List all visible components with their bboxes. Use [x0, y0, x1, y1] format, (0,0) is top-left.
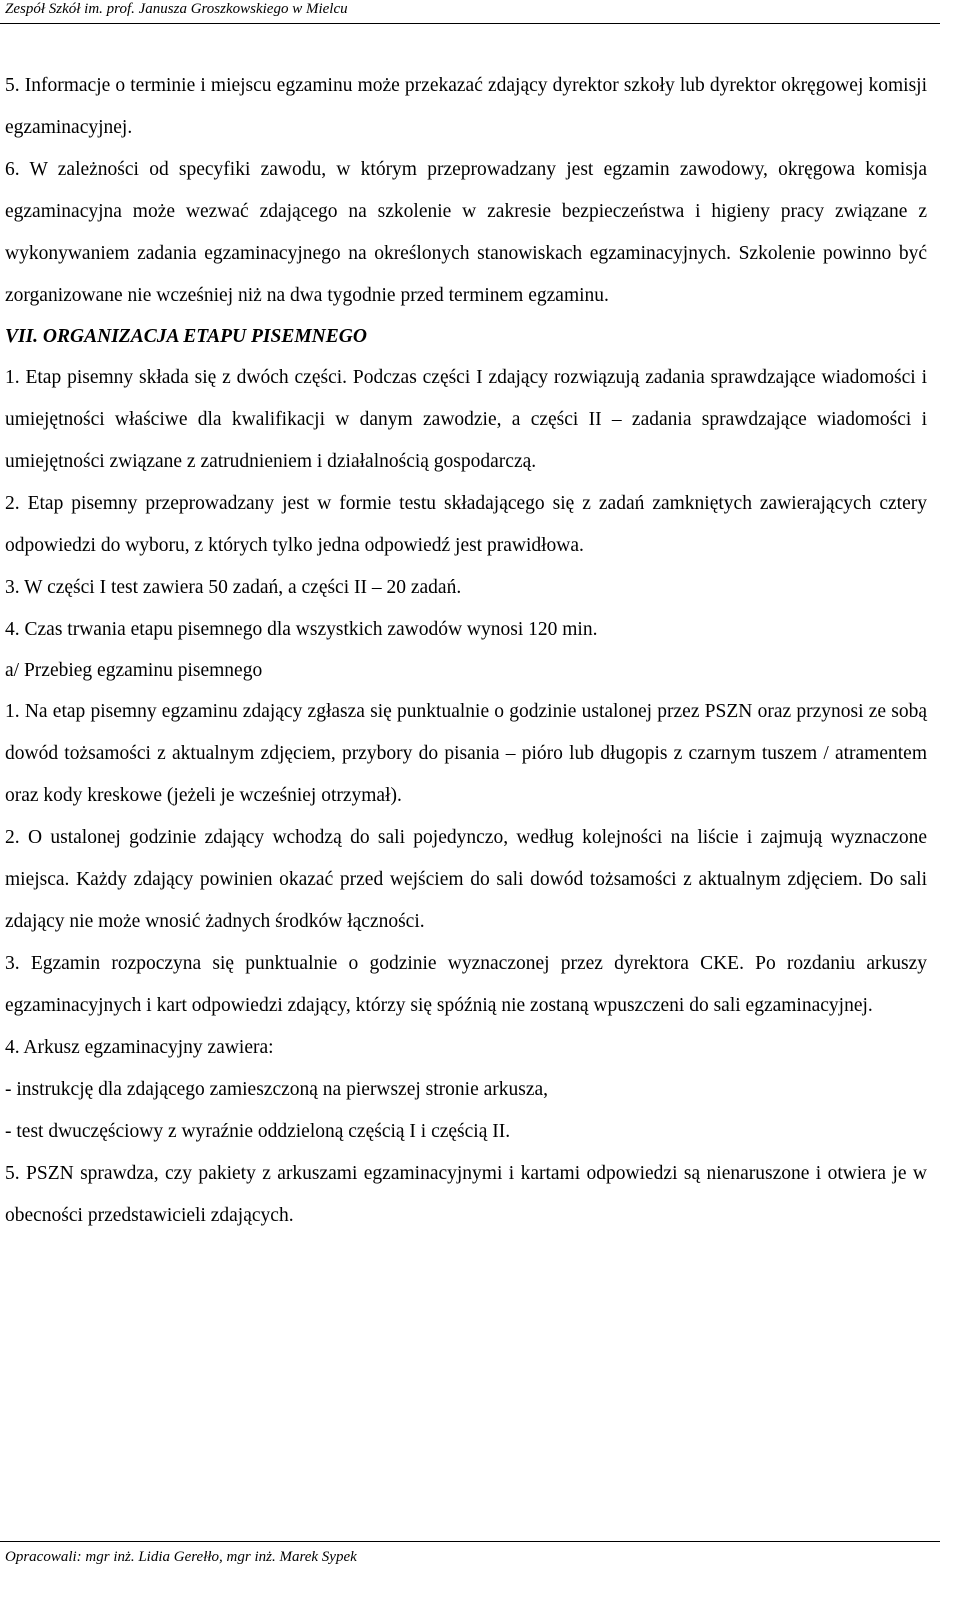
- page-footer: Opracowali: mgr inż. Lidia Gerełło, mgr inż. Marek Sypek: [5, 1549, 357, 1565]
- paragraph-package-check: 5. PSZN sprawdza, czy pakiety z arkuszami egzaminacyjnymi i kartami odpowiedzi są nienaruszone i otwiera je w obecności przedstawicieli zdających.: [5, 1163, 927, 1226]
- footer-divider: [0, 1541, 940, 1542]
- subheading-written-course: a/ Przebieg egzaminu pisemnego: [5, 660, 263, 681]
- list-item-test: - test dwuczęściowy z wyraźnie oddzieloną częścią I i częścią II.: [5, 1121, 511, 1142]
- document-body: [5, 65, 927, 1237]
- page-header: Zespół Szkół im. prof. Janusza Groszkowskiego w Mielcu: [5, 1, 348, 17]
- header-divider: [0, 23, 940, 24]
- paragraph-test-form: 2. Etap pisemny przeprowadzany jest w formie testu składającego się z zadań zamkniętych zawierających cztery odpowiedzi do wyboru, z których tylko jedna odpowiedź jest prawidłowa.: [5, 493, 927, 556]
- section-heading-vii: VII. ORGANIZACJA ETAPU PISEMNEGO: [5, 326, 367, 347]
- paragraph-duration: 4. Czas trwania etapu pisemnego dla wszystkich zawodów wynosi 120 min.: [5, 619, 598, 640]
- paragraph-task-count: 3. W części I test zawiera 50 zadań, a części II – 20 zadań.: [5, 577, 462, 598]
- paragraph-5-exam-info: 5. Informacje o terminie i miejscu egzaminu może przekazać zdający dyrektor szkoły lub dyrektor okręgowej komisji egzaminacyjnej.: [5, 75, 927, 138]
- paragraph-entering-room: 2. O ustalonej godzinie zdający wchodzą do sali pojedynczo, według kolejności na liście i zajmują wyznaczone miejsca. Każdy zdający powinien okazać przed wejściem do sali dowód tożsamości z aktualnym zdjęciem. Do sali zdający nie może wnosić żadnych środków łączności.: [5, 827, 927, 932]
- paragraph-written-parts: 1. Etap pisemny składa się z dwóch części. Podczas części I zdający rozwiązują zadania sprawdzające wiadomości i umiejętności właściwe dla kwalifikacji w danym zawodzie, a części II – zadania sprawdzające wiadomości i umiejętności związane z zatrudnieniem i działalnością gospodarczą.: [5, 367, 927, 472]
- paragraph-exam-start: 3. Egzamin rozpoczyna się punktualnie o godzinie wyznaczonej przez dyrektora CKE. Po rozdaniu arkuszy egzaminacyjnych i kart odpowiedzi zdający, którzy się spóźnią nie zostaną wpuszczeni do sali egzaminacyjnej.: [5, 953, 927, 1016]
- paragraph-6-safety-training: 6. W zależności od specyfiki zawodu, w którym przeprowadzany jest egzamin zawodowy, okręgowa komisja egzaminacyjna może wezwać zdającego na szkolenie w zakresie bezpieczeństwa i higieny pracy związane z wykonywaniem zadania egzaminacyjnego na określonych stanowiskach egzaminacyjnych. Szkolenie powinno być zorganizowane nie wcześniej niż na dwa tygodnie przed terminem egzaminu.: [5, 159, 927, 306]
- list-item-instruction: - instrukcję dla zdającego zamieszczoną na pierwszej stronie arkusza,: [5, 1079, 549, 1100]
- paragraph-arrival: 1. Na etap pisemny egzaminu zdający zgłasza się punktualnie o godzinie ustalonej przez PSZN oraz przynosi ze sobą dowód tożsamości z aktualnym zdjęciem, przybory do pisania – pióro lub długopis z czarnym tuszem / atramentem oraz kody kreskowe (jeżeli je wcześniej otrzymał).: [5, 701, 927, 806]
- paragraph-sheet-contents: 4. Arkusz egzaminacyjny zawiera:: [5, 1037, 274, 1058]
